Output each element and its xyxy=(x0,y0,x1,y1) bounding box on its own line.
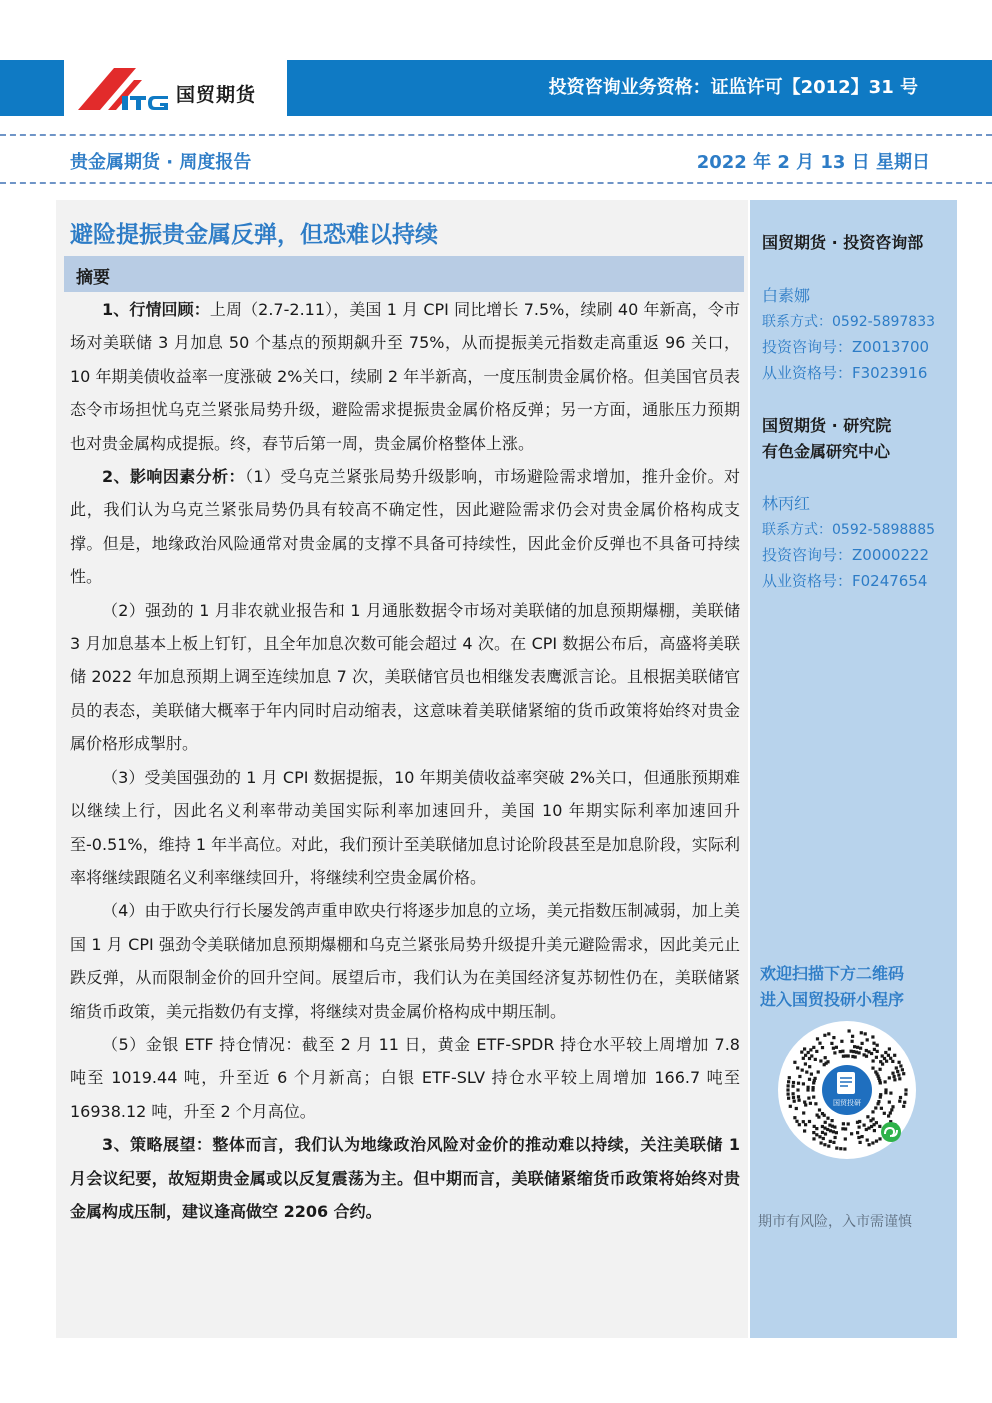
qr-dot xyxy=(807,1097,810,1100)
qr-dot xyxy=(823,1034,826,1037)
qr-dot xyxy=(795,1120,798,1123)
qr-dot xyxy=(821,1112,824,1115)
qr-dot xyxy=(887,1114,890,1117)
qr-dot xyxy=(865,1055,868,1058)
qr-dot xyxy=(809,1048,812,1051)
qr-dot xyxy=(792,1096,795,1099)
summary-label: 摘要 xyxy=(76,268,110,288)
qr-dot xyxy=(826,1117,829,1120)
qr-dot xyxy=(856,1131,859,1134)
qr-dot xyxy=(863,1124,866,1127)
qr-dot xyxy=(812,1137,815,1140)
qr-dot xyxy=(884,1051,887,1054)
qr-dot xyxy=(817,1070,820,1073)
qr-dot xyxy=(814,1102,817,1105)
qr-dot xyxy=(808,1078,811,1081)
qr-dot xyxy=(835,1147,838,1150)
qr-dot xyxy=(872,1059,875,1062)
qr-dot xyxy=(815,1133,818,1136)
qr-dot xyxy=(871,1110,874,1113)
qr-dot xyxy=(839,1147,842,1150)
qr-dot xyxy=(853,1045,856,1048)
qr-prompt-line2: 进入国贸投研小程序 xyxy=(760,990,905,1009)
qr-dot xyxy=(816,1114,819,1117)
qr-dot xyxy=(815,1050,818,1053)
qr-dot xyxy=(821,1046,824,1049)
company-logo xyxy=(64,60,287,116)
qr-dot xyxy=(866,1139,869,1142)
qr-dot xyxy=(788,1076,791,1079)
qr-dot xyxy=(857,1136,860,1139)
qr-dot xyxy=(843,1147,846,1150)
qr-dot xyxy=(871,1067,874,1070)
qr-dot xyxy=(804,1054,807,1057)
qr-dot xyxy=(809,1102,812,1105)
qr-dot xyxy=(889,1111,892,1114)
qr-dot xyxy=(821,1125,824,1128)
qr-dot xyxy=(835,1131,838,1134)
qr-dot xyxy=(827,1145,830,1148)
qr-dot xyxy=(787,1097,790,1100)
qr-dot xyxy=(840,1040,843,1043)
qr-dot xyxy=(798,1123,801,1126)
qr-dot xyxy=(847,1054,850,1057)
qr-dot xyxy=(844,1137,847,1140)
qr-dot xyxy=(787,1080,790,1083)
qr-dot xyxy=(798,1099,801,1102)
qr-dot xyxy=(797,1082,800,1085)
qr-dot xyxy=(898,1061,901,1064)
qr-dot xyxy=(830,1042,833,1045)
qr-dot xyxy=(810,1054,813,1057)
qr-dot xyxy=(859,1047,862,1050)
qr-dot xyxy=(879,1096,882,1099)
qr-dot xyxy=(832,1036,835,1039)
qr-dot xyxy=(842,1122,845,1125)
qr-dot xyxy=(824,1121,827,1124)
qr-dot xyxy=(803,1047,806,1050)
qr-dot xyxy=(795,1107,798,1110)
qr-dot xyxy=(903,1101,906,1104)
qr-dot xyxy=(871,1035,874,1038)
analyst-advisory-number: 投资咨询号：Z0000222 xyxy=(762,546,930,564)
qr-dot xyxy=(792,1092,795,1095)
qr-dot xyxy=(899,1064,902,1067)
qr-dot xyxy=(858,1126,861,1129)
qr-dot xyxy=(796,1066,799,1069)
qr-dot xyxy=(820,1141,823,1144)
qr-dot xyxy=(818,1108,821,1111)
qr-dot xyxy=(829,1140,832,1143)
qr-dot xyxy=(873,1129,876,1132)
paragraph-text: （1）受乌克兰紧张局势升级影响，市场避险需求增加，推升金价。对此，我们认为乌克兰紧张局势仍具有较高不确定性，因此避险需求仍会对贵金属价格构成支撑。但是，地缘政治风险通常对贵金属的支撑不具备可持续性，因此金价反弹也不具备可持续性。 xyxy=(70,467,740,587)
qr-dot xyxy=(888,1076,891,1079)
mini-program-icon xyxy=(881,1122,901,1142)
qr-dot xyxy=(861,1042,864,1045)
qr-dot xyxy=(870,1052,873,1055)
qr-dot xyxy=(876,1050,879,1053)
qr-dot xyxy=(873,1048,876,1051)
qr-dot xyxy=(832,1141,835,1144)
qr-dot xyxy=(789,1105,792,1108)
qr-dot xyxy=(851,1035,854,1038)
qr-dot xyxy=(808,1120,811,1123)
qr-dot xyxy=(835,1046,838,1049)
qr-dot xyxy=(888,1047,891,1050)
qr-dot xyxy=(897,1074,900,1077)
qr-dot xyxy=(812,1046,815,1049)
qr-dot xyxy=(893,1078,896,1081)
qr-dot xyxy=(802,1057,805,1060)
qr-dot xyxy=(856,1121,859,1124)
qr-dot xyxy=(891,1072,894,1075)
qr-dot xyxy=(891,1060,894,1063)
paragraph-strategy: 3、策略展望：整体而言，我们认为地缘政治风险对金价的推动难以持续，关注美联储 1 月会议纪要，故短期贵金属或以反复震荡为主。但中期而言，美联储紧缩货币政策将始终对贵金属构成压制，建议逢高做空 2206 合约。 xyxy=(70,1135,740,1221)
qr-dot xyxy=(802,1111,805,1114)
qr-dot xyxy=(888,1101,891,1104)
qr-dot xyxy=(787,1084,790,1087)
qr-dot xyxy=(860,1031,863,1034)
qr-dot xyxy=(904,1093,907,1096)
divider-dashed xyxy=(0,134,992,136)
qr-dot xyxy=(812,1131,815,1134)
qr-dot xyxy=(889,1092,892,1095)
qr-dot xyxy=(904,1088,907,1091)
qr-dot xyxy=(831,1119,834,1122)
qr-dot xyxy=(816,1037,819,1040)
qr-dot xyxy=(893,1054,896,1057)
qr-dot xyxy=(832,1130,835,1133)
qr-dot xyxy=(866,1115,869,1118)
qr-dot xyxy=(841,1127,844,1130)
paragraph-etf-holdings: （5）金银 ETF 持仓情况：截至 2 月 11 日，黄金 ETF-SPDR 持仓水平较上周增加 7.8 吨至 1019.44 吨，升至近 6 个月新高；白银 ETF-SLV 持仓水平较上周增加 166.7 吨至 16938.12 吨，升至 2 个月高位。 xyxy=(70,1034,740,1121)
qr-dot xyxy=(802,1120,805,1123)
qr-dot xyxy=(877,1102,880,1105)
qr-dot xyxy=(859,1141,862,1144)
paragraph-market-review xyxy=(70,293,740,460)
qr-dot xyxy=(829,1129,832,1132)
qr-dot xyxy=(856,1046,859,1049)
qr-dot xyxy=(871,1141,874,1144)
analyst-advisory-number: 投资咨询号：Z0013700 xyxy=(762,338,930,356)
qr-dot xyxy=(804,1103,807,1106)
qr-dot xyxy=(797,1095,800,1098)
document-icon xyxy=(837,1072,855,1094)
qr-dot xyxy=(786,1088,789,1091)
analyst-name: 林丙红 xyxy=(762,494,811,513)
qr-dot xyxy=(875,1140,878,1143)
summary-section-bar xyxy=(64,256,744,292)
paragraph-text: 上周（2.7-2.11），美国 1 月 CPI 同比增长 7.5%，续刷 40 年新高，令市场对美联储 3 月加息 50 个基点的预期飙升至 75%，从而提振美元指数走高重返 96 关口，10 年期美债收益率一度涨破 2%关口，续刷 2 年半新高，一度压制贵金属价格。但美国官员表态令市场担忧乌克兰紧张局势升级，避险需求提振贵金属价格反弹；另一方面，通胀压力预期也对贵金属构成提振。终，春节后第一周，贵金属价格整体上涨。 xyxy=(70,300,740,453)
qr-dot xyxy=(869,1119,872,1122)
qr-dot xyxy=(868,1143,871,1146)
qr-dot xyxy=(819,1059,822,1062)
qr-dot xyxy=(898,1100,901,1103)
qr-dot xyxy=(810,1073,813,1076)
qr-dot xyxy=(878,1137,881,1140)
analyst-contact: 联系方式：0592-5897833 xyxy=(762,314,936,330)
paragraph-fed-hike: （2）强劲的 1 月非农就业报告和 1 月通胀数据令市场对美联储的加息预期爆棚，美联储 3 月加息基本上板上钉钉，且全年加息次数可能会超过 4 次。在 CPI 数据公布后，高盛将美联储 2022 年加息预期上调至连续加息 7 次，美联储官员也相继发表鹰派言论。且根据美联储官员的表态，美联储大概率于年内同时启动缩表，这意味着美联储紧缩的货币政策将始终对贵金属价格形成掣肘。 xyxy=(70,600,740,754)
paragraph-dollar-index: （4）由于欧央行行长屡发鸽声重申欧央行将逐步加息的立场，美元指数压制减弱，加上美国 1 月 CPI 强劲令美联储加息预期爆棚和乌克兰紧张局势升级提升美元避险需求，因此美元止跌反弹，从而限制金价的回升空间。展望后市，我们认为在美国经济复苏韧性仍在，美联储紧缩货币政策，美元指数仍有支撑，将继续对贵金属价格构成中期压制。 xyxy=(70,901,740,1021)
qr-dot xyxy=(804,1123,807,1126)
qr-dot xyxy=(865,1128,868,1131)
qr-dot xyxy=(889,1057,892,1060)
qr-dot xyxy=(896,1070,899,1073)
department-name: 国贸期货 · 投资咨询部 xyxy=(762,233,924,252)
qr-dot xyxy=(864,1032,867,1035)
qr-dot xyxy=(814,1058,817,1061)
analyst-name: 白素娜 xyxy=(762,286,811,305)
qr-dot xyxy=(841,1050,844,1053)
qr-dot xyxy=(822,1137,825,1140)
qr-dot xyxy=(813,1125,816,1128)
qr-dot xyxy=(874,1106,877,1109)
qr-dot xyxy=(821,1131,824,1134)
qr-dot xyxy=(792,1081,795,1084)
qr-dot xyxy=(792,1085,795,1088)
paragraph-factor-analysis xyxy=(70,460,740,594)
qr-dot xyxy=(801,1069,804,1072)
qr-dot xyxy=(850,1132,853,1135)
qr-dot xyxy=(796,1088,799,1091)
paragraph-lead: 1、行情回顾： xyxy=(102,300,210,319)
qr-dot xyxy=(884,1091,887,1094)
qr-dot xyxy=(879,1081,882,1084)
license-text: 投资咨询业务资格：证监许可【2012】31 号 xyxy=(548,77,918,98)
qr-dot xyxy=(818,1135,821,1138)
qr-dot xyxy=(893,1075,896,1078)
qr-prompt-line1: 欢迎扫描下方二维码 xyxy=(760,964,905,983)
qr-dot xyxy=(802,1082,805,1085)
qr-dot xyxy=(885,1060,888,1063)
qr-dot xyxy=(832,1047,835,1050)
qr-dot xyxy=(876,1044,879,1047)
qr-dot xyxy=(826,1060,829,1063)
research-center-name: 有色金属研究中心 xyxy=(762,442,891,461)
qr-dot xyxy=(824,1056,827,1059)
qr-dot xyxy=(884,1080,887,1083)
qr-dot xyxy=(814,1077,817,1080)
qr-dot xyxy=(833,1051,836,1054)
paragraph-real-rates: （3）受美国强劲的 1 月 CPI 数据提振，10 年期美债收益率突破 2%关口，但通胀预期难以继续上行，因此名义利率带动美国实际利率加速回升，美国 10 年期实际利率加速回升至-0.51%，维持 1 年半高位。对此，我们预计至美联储加息讨论阶段甚至是加息阶段，实际利率将继续跟随名义利率继续回升，将继续利空贵金属价格。 xyxy=(70,767,740,887)
analyst-qualification-number: 从业资格号：F0247654 xyxy=(762,572,928,590)
paragraph-lead: 2、影响因素分析： xyxy=(102,467,245,487)
qr-dot xyxy=(883,1112,886,1115)
qr-dot xyxy=(808,1065,811,1068)
qr-dot xyxy=(823,1143,826,1146)
qr-dot xyxy=(798,1075,801,1078)
qr-dot xyxy=(812,1096,815,1099)
qr-dot xyxy=(824,1132,827,1135)
qr-dot xyxy=(807,1086,810,1089)
qr-dot xyxy=(890,1108,893,1111)
qr-dot xyxy=(891,1105,894,1108)
qr-dot xyxy=(793,1061,796,1064)
qr-dot xyxy=(899,1096,902,1099)
qr-dot xyxy=(861,1135,864,1138)
qr-dot xyxy=(881,1063,884,1066)
qr-dot xyxy=(793,1116,796,1119)
qr-dot xyxy=(879,1068,882,1071)
qr-dot xyxy=(858,1051,861,1054)
qr-dot xyxy=(834,1136,837,1139)
institute-name: 国贸期货 · 研究院 xyxy=(762,416,892,435)
qr-dot xyxy=(804,1062,807,1065)
logo-company-name: 国贸期货 xyxy=(176,84,257,106)
qr-dot xyxy=(800,1051,803,1054)
qr-dot xyxy=(866,1038,869,1041)
qr-dot xyxy=(887,1054,890,1057)
report-headline: 避险提振贵金属反弹，但恐难以持续 xyxy=(70,222,438,248)
qr-dot xyxy=(803,1129,806,1132)
qr-dot xyxy=(851,1040,854,1043)
qr-dot xyxy=(878,1125,881,1128)
mini-program-qr-code[interactable] xyxy=(777,1020,917,1160)
qr-dot xyxy=(902,1105,905,1108)
summary-body xyxy=(70,293,740,1228)
qr-dot xyxy=(827,1032,830,1035)
qr-dot xyxy=(901,1068,904,1071)
qr-dot xyxy=(872,1042,875,1045)
qr-label: 国贸投研 xyxy=(833,1099,861,1107)
report-date: 2022 年 2 月 13 日 星期日 xyxy=(696,152,930,173)
qr-dot xyxy=(818,1042,821,1045)
qr-dot xyxy=(793,1100,796,1103)
qr-dot xyxy=(902,1072,905,1075)
analyst-qualification-number: 从业资格号：F3023916 xyxy=(762,364,928,382)
qr-dot xyxy=(875,1056,878,1059)
qr-dot xyxy=(828,1124,831,1127)
qr-dot xyxy=(787,1093,790,1096)
qr-dot xyxy=(895,1066,898,1069)
report-type: 贵金属期货 · 周度报告 xyxy=(70,152,252,173)
qr-dot xyxy=(848,1029,851,1032)
qr-dot xyxy=(805,1071,808,1074)
qr-dot xyxy=(803,1101,806,1104)
qr-dot xyxy=(812,1086,815,1089)
qr-dot xyxy=(854,1055,857,1058)
qr-dot xyxy=(847,1122,850,1125)
risk-disclaimer: 期市有风险，入市需谨慎 xyxy=(758,1214,912,1230)
analyst-contact: 联系方式：0592-5898885 xyxy=(762,522,936,538)
qr-dot xyxy=(898,1077,901,1080)
itg-logo-icon xyxy=(78,66,178,112)
qr-dot xyxy=(880,1107,883,1110)
divider-dashed xyxy=(0,182,992,184)
